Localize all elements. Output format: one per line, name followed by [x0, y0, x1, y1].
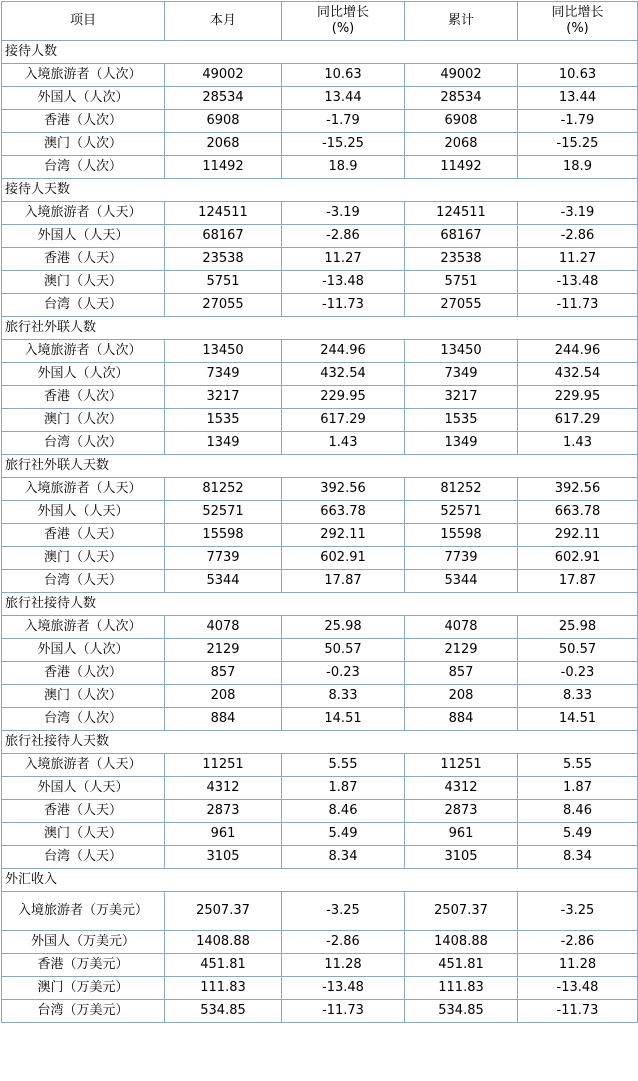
month-value: 3105: [165, 846, 282, 869]
cumulative-value: 2507.37: [405, 892, 518, 931]
table-row: [2, 954, 638, 977]
yoy-cumulative-value: 25.98: [518, 616, 638, 639]
table-body: [2, 2, 638, 1023]
table-row: [2, 547, 638, 570]
yoy-cumulative-value: 8.34: [518, 846, 638, 869]
table-row: [2, 64, 638, 87]
row-label: 外国人（人次）: [2, 87, 165, 110]
yoy-month-value: -13.48: [282, 977, 405, 1000]
table-row: [2, 271, 638, 294]
yoy-cumulative-value: 5.49: [518, 823, 638, 846]
yoy-cumulative-value: 229.95: [518, 386, 638, 409]
yoy-month-value: 13.44: [282, 87, 405, 110]
cumulative-value: 2068: [405, 133, 518, 156]
cumulative-value: 23538: [405, 248, 518, 271]
section-header-row: [2, 455, 638, 478]
month-value: 4078: [165, 616, 282, 639]
row-label: 香港（人天）: [2, 800, 165, 823]
section-header-row: [2, 179, 638, 202]
month-value: 15598: [165, 524, 282, 547]
yoy-month-value: 5.49: [282, 823, 405, 846]
month-value: 961: [165, 823, 282, 846]
cumulative-value: 27055: [405, 294, 518, 317]
table-row: [2, 616, 638, 639]
cumulative-value: 5751: [405, 271, 518, 294]
month-value: 124511: [165, 202, 282, 225]
table-row: [2, 248, 638, 271]
yoy-month-value: 18.9: [282, 156, 405, 179]
month-value: 111.83: [165, 977, 282, 1000]
section-header-row: [2, 731, 638, 754]
yoy-month-value: 10.63: [282, 64, 405, 87]
table-row: [2, 225, 638, 248]
yoy-cumulative-value: 11.27: [518, 248, 638, 271]
table-row: [2, 202, 638, 225]
month-value: 23538: [165, 248, 282, 271]
month-value: 28534: [165, 87, 282, 110]
month-value: 81252: [165, 478, 282, 501]
row-label: 澳门（万美元）: [2, 977, 165, 1000]
yoy-month-value: -0.23: [282, 662, 405, 685]
section-title: 外汇收入: [2, 869, 638, 892]
yoy-month-value: 25.98: [282, 616, 405, 639]
table-row: [2, 892, 638, 931]
cumulative-value: 13450: [405, 340, 518, 363]
yoy-cumulative-value: -11.73: [518, 294, 638, 317]
cumulative-value: 2873: [405, 800, 518, 823]
yoy-cumulative-value: -1.79: [518, 110, 638, 133]
table-row: [2, 363, 638, 386]
yoy-month-value: 392.56: [282, 478, 405, 501]
yoy-month-value: 8.33: [282, 685, 405, 708]
cumulative-value: 884: [405, 708, 518, 731]
month-value: 857: [165, 662, 282, 685]
yoy-cumulative-value: 5.55: [518, 754, 638, 777]
table-row: [2, 340, 638, 363]
table-row: [2, 639, 638, 662]
yoy-month-value: -3.19: [282, 202, 405, 225]
month-value: 3217: [165, 386, 282, 409]
row-label: 澳门（人天）: [2, 271, 165, 294]
row-label: 台湾（人次）: [2, 432, 165, 455]
table-row: [2, 685, 638, 708]
month-value: 68167: [165, 225, 282, 248]
row-label: 入境旅游者（人天）: [2, 202, 165, 225]
cumulative-value: 3217: [405, 386, 518, 409]
row-label: 香港（人次）: [2, 110, 165, 133]
row-label: 香港（人天）: [2, 248, 165, 271]
cumulative-value: 3105: [405, 846, 518, 869]
header-row: [2, 2, 638, 41]
yoy-cumulative-value: -11.73: [518, 1000, 638, 1023]
cumulative-value: 81252: [405, 478, 518, 501]
yoy-month-value: 1.43: [282, 432, 405, 455]
yoy-cumulative-value: -3.19: [518, 202, 638, 225]
section-title: 旅行社外联人数: [2, 317, 638, 340]
yoy-cumulative-value: 663.78: [518, 501, 638, 524]
table-row: [2, 823, 638, 846]
month-value: 884: [165, 708, 282, 731]
cumulative-value: 111.83: [405, 977, 518, 1000]
yoy-month-value: 8.46: [282, 800, 405, 823]
row-label: 澳门（人天）: [2, 547, 165, 570]
yoy-month-value: 17.87: [282, 570, 405, 593]
month-value: 451.81: [165, 954, 282, 977]
section-title: 旅行社接待人数: [2, 593, 638, 616]
yoy-month-value: 5.55: [282, 754, 405, 777]
section-title: 旅行社接待人天数: [2, 731, 638, 754]
month-value: 2507.37: [165, 892, 282, 931]
yoy-cumulative-value: 18.9: [518, 156, 638, 179]
row-label: 外国人（人次）: [2, 639, 165, 662]
yoy-month-value: 8.34: [282, 846, 405, 869]
month-value: 11251: [165, 754, 282, 777]
row-label: 香港（万美元）: [2, 954, 165, 977]
cumulative-value: 6908: [405, 110, 518, 133]
month-value: 5344: [165, 570, 282, 593]
yoy-month-value: -2.86: [282, 931, 405, 954]
month-value: 6908: [165, 110, 282, 133]
row-label: 外国人（人天）: [2, 501, 165, 524]
row-label: 外国人（人天）: [2, 777, 165, 800]
table-row: [2, 1000, 638, 1023]
row-label: 香港（人天）: [2, 524, 165, 547]
section-header-row: [2, 593, 638, 616]
cumulative-value: 15598: [405, 524, 518, 547]
row-label: 入境旅游者（人次）: [2, 616, 165, 639]
cumulative-value: 68167: [405, 225, 518, 248]
month-value: 11492: [165, 156, 282, 179]
month-value: 7349: [165, 363, 282, 386]
header-yoy-cumulative: 同比增长 (%): [518, 2, 638, 41]
cumulative-value: 5344: [405, 570, 518, 593]
table-row: [2, 800, 638, 823]
yoy-cumulative-value: -2.86: [518, 225, 638, 248]
table-row: [2, 110, 638, 133]
month-value: 1535: [165, 409, 282, 432]
month-value: 13450: [165, 340, 282, 363]
yoy-month-value: 432.54: [282, 363, 405, 386]
month-value: 2873: [165, 800, 282, 823]
month-value: 208: [165, 685, 282, 708]
row-label: 外国人（人次）: [2, 363, 165, 386]
cumulative-value: 49002: [405, 64, 518, 87]
cumulative-value: 451.81: [405, 954, 518, 977]
yoy-cumulative-value: 1.43: [518, 432, 638, 455]
section-title: 接待人数: [2, 41, 638, 64]
row-label: 澳门（人次）: [2, 685, 165, 708]
cumulative-value: 7349: [405, 363, 518, 386]
yoy-month-value: 292.11: [282, 524, 405, 547]
row-label: 台湾（人次）: [2, 156, 165, 179]
row-label: 台湾（人天）: [2, 294, 165, 317]
row-label: 香港（人次）: [2, 662, 165, 685]
cumulative-value: 534.85: [405, 1000, 518, 1023]
yoy-month-value: 14.51: [282, 708, 405, 731]
table-row: [2, 754, 638, 777]
yoy-month-value: 229.95: [282, 386, 405, 409]
cumulative-value: 2129: [405, 639, 518, 662]
tourism-statistics-table: [1, 1, 638, 1023]
yoy-month-value: 602.91: [282, 547, 405, 570]
yoy-cumulative-value: 602.91: [518, 547, 638, 570]
table-row: [2, 501, 638, 524]
table-row: [2, 662, 638, 685]
yoy-month-value: -11.73: [282, 1000, 405, 1023]
yoy-month-value: -13.48: [282, 271, 405, 294]
row-label: 入境旅游者（人天）: [2, 754, 165, 777]
month-value: 49002: [165, 64, 282, 87]
yoy-month-value: -15.25: [282, 133, 405, 156]
row-label: 外国人（万美元）: [2, 931, 165, 954]
header-yoy-month: 同比增长 (%): [282, 2, 405, 41]
month-value: 27055: [165, 294, 282, 317]
header-item: 项目: [2, 2, 165, 41]
cumulative-value: 7739: [405, 547, 518, 570]
row-label: 澳门（人次）: [2, 133, 165, 156]
yoy-month-value: 11.28: [282, 954, 405, 977]
yoy-month-value: -3.25: [282, 892, 405, 931]
section-title: 接待人天数: [2, 179, 638, 202]
row-label: 台湾（万美元）: [2, 1000, 165, 1023]
table-row: [2, 294, 638, 317]
month-value: 4312: [165, 777, 282, 800]
table-row: [2, 524, 638, 547]
row-label: 入境旅游者（人天）: [2, 478, 165, 501]
yoy-cumulative-value: 617.29: [518, 409, 638, 432]
table-row: [2, 432, 638, 455]
yoy-month-value: 617.29: [282, 409, 405, 432]
row-label: 入境旅游者（人次）: [2, 64, 165, 87]
row-label: 澳门（人天）: [2, 823, 165, 846]
yoy-month-value: 244.96: [282, 340, 405, 363]
cumulative-value: 4312: [405, 777, 518, 800]
section-header-row: [2, 317, 638, 340]
cumulative-value: 11492: [405, 156, 518, 179]
row-label: 台湾（人次）: [2, 708, 165, 731]
yoy-month-value: 663.78: [282, 501, 405, 524]
cumulative-value: 961: [405, 823, 518, 846]
table-row: [2, 409, 638, 432]
cumulative-value: 857: [405, 662, 518, 685]
table-row: [2, 87, 638, 110]
section-header-row: [2, 41, 638, 64]
cumulative-value: 208: [405, 685, 518, 708]
yoy-cumulative-value: -2.86: [518, 931, 638, 954]
cumulative-value: 1349: [405, 432, 518, 455]
yoy-cumulative-value: 50.57: [518, 639, 638, 662]
table-row: [2, 977, 638, 1000]
row-label: 台湾（人天）: [2, 846, 165, 869]
yoy-cumulative-value: 8.33: [518, 685, 638, 708]
yoy-cumulative-value: 1.87: [518, 777, 638, 800]
cumulative-value: 11251: [405, 754, 518, 777]
section-title: 旅行社外联人天数: [2, 455, 638, 478]
yoy-cumulative-value: 13.44: [518, 87, 638, 110]
table-row: [2, 570, 638, 593]
yoy-month-value: 1.87: [282, 777, 405, 800]
cumulative-value: 4078: [405, 616, 518, 639]
yoy-cumulative-value: 292.11: [518, 524, 638, 547]
yoy-cumulative-value: -0.23: [518, 662, 638, 685]
row-label: 澳门（人次）: [2, 409, 165, 432]
row-label: 入境旅游者（人次）: [2, 340, 165, 363]
yoy-month-value: -2.86: [282, 225, 405, 248]
month-value: 7739: [165, 547, 282, 570]
row-label: 入境旅游者（万美元）: [2, 892, 165, 931]
cumulative-value: 1535: [405, 409, 518, 432]
yoy-cumulative-value: 14.51: [518, 708, 638, 731]
cumulative-value: 28534: [405, 87, 518, 110]
table-row: [2, 133, 638, 156]
row-label: 台湾（人天）: [2, 570, 165, 593]
yoy-cumulative-value: -13.48: [518, 977, 638, 1000]
section-header-row: [2, 869, 638, 892]
table-row: [2, 386, 638, 409]
yoy-cumulative-value: 244.96: [518, 340, 638, 363]
cumulative-value: 1408.88: [405, 931, 518, 954]
yoy-month-value: -1.79: [282, 110, 405, 133]
row-label: 香港（人次）: [2, 386, 165, 409]
header-cumulative: 累计: [405, 2, 518, 41]
table-row: [2, 156, 638, 179]
yoy-cumulative-value: 10.63: [518, 64, 638, 87]
yoy-month-value: -11.73: [282, 294, 405, 317]
month-value: 1408.88: [165, 931, 282, 954]
month-value: 534.85: [165, 1000, 282, 1023]
header-month: 本月: [165, 2, 282, 41]
table-row: [2, 708, 638, 731]
cumulative-value: 124511: [405, 202, 518, 225]
yoy-cumulative-value: -13.48: [518, 271, 638, 294]
month-value: 2129: [165, 639, 282, 662]
yoy-cumulative-value: 8.46: [518, 800, 638, 823]
yoy-cumulative-value: 432.54: [518, 363, 638, 386]
yoy-cumulative-value: 17.87: [518, 570, 638, 593]
table-row: [2, 478, 638, 501]
month-value: 1349: [165, 432, 282, 455]
month-value: 2068: [165, 133, 282, 156]
yoy-month-value: 50.57: [282, 639, 405, 662]
table-row: [2, 846, 638, 869]
yoy-month-value: 11.27: [282, 248, 405, 271]
yoy-cumulative-value: -15.25: [518, 133, 638, 156]
row-label: 外国人（人天）: [2, 225, 165, 248]
yoy-cumulative-value: 392.56: [518, 478, 638, 501]
month-value: 52571: [165, 501, 282, 524]
cumulative-value: 52571: [405, 501, 518, 524]
yoy-cumulative-value: 11.28: [518, 954, 638, 977]
month-value: 5751: [165, 271, 282, 294]
yoy-cumulative-value: -3.25: [518, 892, 638, 931]
table-row: [2, 777, 638, 800]
table-row: [2, 931, 638, 954]
